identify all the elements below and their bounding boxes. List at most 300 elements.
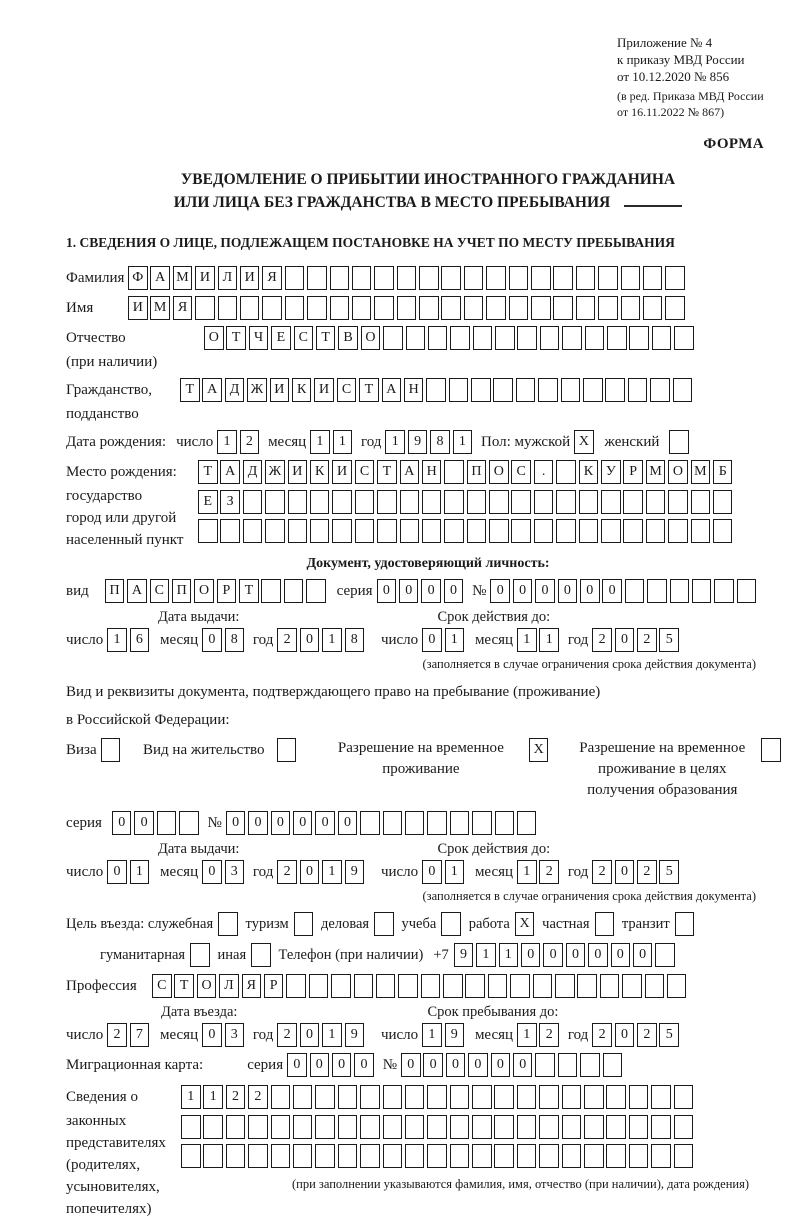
char-cell[interactable] xyxy=(517,326,537,350)
char-cell[interactable] xyxy=(517,1085,537,1109)
char-cell[interactable] xyxy=(376,974,396,998)
char-cell[interactable] xyxy=(315,1085,335,1109)
char-cell[interactable]: 5 xyxy=(659,628,679,652)
char-cell[interactable]: Р xyxy=(264,974,284,998)
char-cell[interactable]: К xyxy=(292,378,312,402)
char-cell[interactable]: У xyxy=(601,460,621,484)
char-cell[interactable] xyxy=(397,296,417,320)
char-cell[interactable] xyxy=(226,1115,246,1139)
char-cell[interactable]: С xyxy=(294,326,314,350)
char-cell[interactable]: С xyxy=(337,378,357,402)
char-cell[interactable]: 2 xyxy=(592,860,612,884)
char-cell[interactable]: 5 xyxy=(659,860,679,884)
char-cell[interactable]: 1 xyxy=(322,1023,342,1047)
char-cell[interactable] xyxy=(286,974,306,998)
char-cell[interactable]: 1 xyxy=(217,430,237,454)
char-cell[interactable] xyxy=(406,326,426,350)
char-cell[interactable] xyxy=(595,912,615,936)
char-cell[interactable] xyxy=(294,912,314,936)
char-cell[interactable] xyxy=(674,326,694,350)
char-cell[interactable]: 9 xyxy=(445,1023,465,1047)
char-cell[interactable] xyxy=(338,1144,358,1168)
char-cell[interactable] xyxy=(310,490,330,514)
char-cell[interactable]: 2 xyxy=(637,1023,657,1047)
char-cell[interactable]: И xyxy=(288,460,308,484)
char-cell[interactable] xyxy=(556,519,576,543)
char-cell[interactable] xyxy=(293,1085,313,1109)
char-cell[interactable]: 0 xyxy=(399,579,419,603)
char-cell[interactable] xyxy=(674,1144,694,1168)
char-cell[interactable] xyxy=(511,519,531,543)
char-cell[interactable] xyxy=(489,519,509,543)
char-cell[interactable]: 0 xyxy=(300,628,320,652)
char-cell[interactable] xyxy=(422,490,442,514)
char-cell[interactable]: В xyxy=(338,326,358,350)
char-cell[interactable] xyxy=(262,296,282,320)
char-cell[interactable]: Ф xyxy=(128,266,148,290)
char-cell[interactable] xyxy=(360,1115,380,1139)
char-cell[interactable] xyxy=(288,519,308,543)
char-cell[interactable]: 0 xyxy=(271,811,291,835)
char-cell[interactable]: 7 xyxy=(130,1023,150,1047)
char-cell[interactable] xyxy=(464,296,484,320)
char-cell[interactable] xyxy=(472,1115,492,1139)
char-cell[interactable] xyxy=(531,296,551,320)
char-cell[interactable] xyxy=(584,1085,604,1109)
char-cell[interactable] xyxy=(377,519,397,543)
char-cell[interactable]: Т xyxy=(226,326,246,350)
char-cell[interactable] xyxy=(562,1085,582,1109)
char-cell[interactable] xyxy=(531,266,551,290)
char-cell[interactable] xyxy=(714,579,734,603)
char-cell[interactable]: С xyxy=(152,974,172,998)
char-cell[interactable]: 9 xyxy=(345,860,365,884)
char-cell[interactable] xyxy=(538,378,558,402)
char-cell[interactable]: Б xyxy=(713,460,733,484)
char-cell[interactable]: 0 xyxy=(226,811,246,835)
char-cell[interactable] xyxy=(562,1144,582,1168)
char-cell[interactable] xyxy=(383,1144,403,1168)
char-cell[interactable]: Р xyxy=(217,579,237,603)
char-cell[interactable]: П xyxy=(172,579,192,603)
char-cell[interactable]: 0 xyxy=(248,811,268,835)
char-cell[interactable] xyxy=(450,326,470,350)
char-cell[interactable]: 0 xyxy=(615,1023,635,1047)
char-cell[interactable]: Н xyxy=(404,378,424,402)
char-cell[interactable] xyxy=(198,519,218,543)
char-cell[interactable]: 0 xyxy=(558,579,578,603)
char-cell[interactable] xyxy=(471,378,491,402)
char-cell[interactable] xyxy=(651,1085,671,1109)
char-cell[interactable] xyxy=(674,1115,694,1139)
char-cell[interactable] xyxy=(467,490,487,514)
char-cell[interactable] xyxy=(606,1085,626,1109)
char-cell[interactable]: 1 xyxy=(322,860,342,884)
char-cell[interactable] xyxy=(668,519,688,543)
char-cell[interactable] xyxy=(444,519,464,543)
char-cell[interactable]: М xyxy=(646,460,666,484)
char-cell[interactable] xyxy=(428,326,448,350)
char-cell[interactable] xyxy=(651,1115,671,1139)
char-cell[interactable] xyxy=(383,811,403,835)
char-cell[interactable] xyxy=(179,811,199,835)
char-cell[interactable]: 1 xyxy=(517,1023,537,1047)
char-cell[interactable] xyxy=(509,266,529,290)
char-cell[interactable] xyxy=(584,1115,604,1139)
char-cell[interactable] xyxy=(510,974,530,998)
char-cell[interactable]: 3 xyxy=(225,1023,245,1047)
char-cell[interactable] xyxy=(579,490,599,514)
char-cell[interactable]: X xyxy=(574,430,594,454)
char-cell[interactable] xyxy=(665,296,685,320)
char-cell[interactable] xyxy=(600,974,620,998)
char-cell[interactable] xyxy=(511,490,531,514)
char-cell[interactable]: 1 xyxy=(453,430,473,454)
char-cell[interactable] xyxy=(427,811,447,835)
char-cell[interactable] xyxy=(330,296,350,320)
char-cell[interactable] xyxy=(284,579,304,603)
char-cell[interactable] xyxy=(655,943,675,967)
char-cell[interactable] xyxy=(555,974,575,998)
char-cell[interactable]: Р xyxy=(623,460,643,484)
char-cell[interactable]: 1 xyxy=(181,1085,201,1109)
char-cell[interactable]: 2 xyxy=(592,1023,612,1047)
char-cell[interactable]: 0 xyxy=(444,579,464,603)
char-cell[interactable]: Я xyxy=(262,266,282,290)
char-cell[interactable]: 0 xyxy=(446,1053,466,1077)
char-cell[interactable] xyxy=(667,974,687,998)
char-cell[interactable] xyxy=(670,579,690,603)
char-cell[interactable] xyxy=(535,1053,555,1077)
char-cell[interactable] xyxy=(248,1115,268,1139)
char-cell[interactable] xyxy=(293,1115,313,1139)
char-cell[interactable] xyxy=(713,490,733,514)
char-cell[interactable] xyxy=(271,1144,291,1168)
char-cell[interactable] xyxy=(220,519,240,543)
char-cell[interactable] xyxy=(226,1144,246,1168)
char-cell[interactable] xyxy=(265,519,285,543)
char-cell[interactable] xyxy=(450,811,470,835)
char-cell[interactable]: 1 xyxy=(130,860,150,884)
char-cell[interactable] xyxy=(606,1144,626,1168)
char-cell[interactable] xyxy=(517,1144,537,1168)
char-cell[interactable]: 0 xyxy=(611,943,631,967)
char-cell[interactable]: 0 xyxy=(521,943,541,967)
char-cell[interactable]: 0 xyxy=(513,579,533,603)
char-cell[interactable] xyxy=(629,1085,649,1109)
char-cell[interactable] xyxy=(629,1144,649,1168)
char-cell[interactable] xyxy=(240,296,260,320)
char-cell[interactable] xyxy=(713,519,733,543)
char-cell[interactable] xyxy=(651,1144,671,1168)
char-cell[interactable] xyxy=(441,266,461,290)
char-cell[interactable] xyxy=(650,378,670,402)
char-cell[interactable] xyxy=(261,579,281,603)
char-cell[interactable]: 1 xyxy=(333,430,353,454)
char-cell[interactable] xyxy=(450,1144,470,1168)
char-cell[interactable] xyxy=(315,1144,335,1168)
char-cell[interactable]: 1 xyxy=(517,628,537,652)
char-cell[interactable] xyxy=(444,460,464,484)
char-cell[interactable] xyxy=(607,326,627,350)
char-cell[interactable] xyxy=(397,266,417,290)
char-cell[interactable]: 0 xyxy=(112,811,132,835)
char-cell[interactable] xyxy=(601,519,621,543)
char-cell[interactable] xyxy=(669,430,689,454)
char-cell[interactable] xyxy=(248,1144,268,1168)
char-cell[interactable] xyxy=(665,266,685,290)
char-cell[interactable] xyxy=(562,1115,582,1139)
char-cell[interactable]: 5 xyxy=(659,1023,679,1047)
char-cell[interactable]: А xyxy=(150,266,170,290)
char-cell[interactable]: 0 xyxy=(468,1053,488,1077)
char-cell[interactable] xyxy=(383,326,403,350)
char-cell[interactable] xyxy=(271,1085,291,1109)
char-cell[interactable] xyxy=(621,266,641,290)
char-cell[interactable] xyxy=(494,1144,514,1168)
char-cell[interactable] xyxy=(288,490,308,514)
char-cell[interactable] xyxy=(539,1144,559,1168)
char-cell[interactable]: М xyxy=(150,296,170,320)
char-cell[interactable] xyxy=(539,1085,559,1109)
char-cell[interactable]: 6 xyxy=(130,628,150,652)
char-cell[interactable] xyxy=(157,811,177,835)
char-cell[interactable] xyxy=(493,378,513,402)
char-cell[interactable] xyxy=(190,943,210,967)
char-cell[interactable] xyxy=(534,519,554,543)
char-cell[interactable] xyxy=(243,490,263,514)
char-cell[interactable]: 0 xyxy=(315,811,335,835)
char-cell[interactable] xyxy=(332,519,352,543)
char-cell[interactable]: 0 xyxy=(422,860,442,884)
char-cell[interactable]: 0 xyxy=(491,1053,511,1077)
char-cell[interactable] xyxy=(307,296,327,320)
char-cell[interactable] xyxy=(354,974,374,998)
char-cell[interactable]: П xyxy=(105,579,125,603)
char-cell[interactable]: А xyxy=(400,460,420,484)
char-cell[interactable]: З xyxy=(220,490,240,514)
char-cell[interactable] xyxy=(516,378,536,402)
char-cell[interactable] xyxy=(405,811,425,835)
char-cell[interactable]: 1 xyxy=(203,1085,223,1109)
char-cell[interactable] xyxy=(517,811,537,835)
char-cell[interactable] xyxy=(203,1115,223,1139)
char-cell[interactable]: Л xyxy=(218,266,238,290)
char-cell[interactable] xyxy=(494,1115,514,1139)
char-cell[interactable] xyxy=(646,519,666,543)
char-cell[interactable] xyxy=(101,738,121,762)
char-cell[interactable] xyxy=(606,1115,626,1139)
char-cell[interactable]: 1 xyxy=(539,628,559,652)
char-cell[interactable]: 0 xyxy=(535,579,555,603)
char-cell[interactable]: И xyxy=(240,266,260,290)
char-cell[interactable] xyxy=(625,579,645,603)
char-cell[interactable] xyxy=(360,1144,380,1168)
char-cell[interactable] xyxy=(562,326,582,350)
char-cell[interactable] xyxy=(472,1144,492,1168)
char-cell[interactable] xyxy=(332,490,352,514)
char-cell[interactable]: 0 xyxy=(134,811,154,835)
char-cell[interactable] xyxy=(310,519,330,543)
char-cell[interactable]: О xyxy=(361,326,381,350)
char-cell[interactable]: 1 xyxy=(499,943,519,967)
char-cell[interactable]: 2 xyxy=(637,860,657,884)
char-cell[interactable]: 2 xyxy=(248,1085,268,1109)
char-cell[interactable]: С xyxy=(150,579,170,603)
char-cell[interactable] xyxy=(540,326,560,350)
char-cell[interactable]: А xyxy=(220,460,240,484)
char-cell[interactable]: 0 xyxy=(202,1023,222,1047)
char-cell[interactable] xyxy=(352,296,372,320)
char-cell[interactable] xyxy=(355,490,375,514)
char-cell[interactable] xyxy=(383,1115,403,1139)
char-cell[interactable] xyxy=(400,519,420,543)
char-cell[interactable] xyxy=(360,1085,380,1109)
char-cell[interactable]: 8 xyxy=(345,628,365,652)
char-cell[interactable] xyxy=(598,296,618,320)
char-cell[interactable]: 9 xyxy=(345,1023,365,1047)
char-cell[interactable] xyxy=(441,296,461,320)
char-cell[interactable] xyxy=(674,1085,694,1109)
char-cell[interactable]: 1 xyxy=(422,1023,442,1047)
char-cell[interactable] xyxy=(419,296,439,320)
char-cell[interactable]: А xyxy=(127,579,147,603)
char-cell[interactable] xyxy=(556,490,576,514)
char-cell[interactable] xyxy=(374,296,394,320)
char-cell[interactable] xyxy=(643,266,663,290)
char-cell[interactable] xyxy=(486,296,506,320)
char-cell[interactable]: 0 xyxy=(513,1053,533,1077)
char-cell[interactable]: Т xyxy=(359,378,379,402)
char-cell[interactable] xyxy=(486,266,506,290)
char-cell[interactable]: X xyxy=(529,738,549,762)
char-cell[interactable] xyxy=(293,1144,313,1168)
char-cell[interactable]: 2 xyxy=(277,628,297,652)
char-cell[interactable]: А xyxy=(382,378,402,402)
char-cell[interactable]: 0 xyxy=(338,811,358,835)
char-cell[interactable]: Я xyxy=(242,974,262,998)
char-cell[interactable] xyxy=(285,266,305,290)
char-cell[interactable]: . xyxy=(534,460,554,484)
char-cell[interactable]: О xyxy=(489,460,509,484)
char-cell[interactable] xyxy=(405,1085,425,1109)
char-cell[interactable] xyxy=(251,943,271,967)
char-cell[interactable]: И xyxy=(332,460,352,484)
char-cell[interactable]: 2 xyxy=(277,1023,297,1047)
char-cell[interactable]: 2 xyxy=(637,628,657,652)
char-cell[interactable]: 9 xyxy=(454,943,474,967)
char-cell[interactable] xyxy=(692,579,712,603)
char-cell[interactable] xyxy=(558,1053,578,1077)
char-cell[interactable]: 0 xyxy=(107,860,127,884)
char-cell[interactable] xyxy=(761,738,781,762)
char-cell[interactable] xyxy=(621,296,641,320)
char-cell[interactable]: 0 xyxy=(401,1053,421,1077)
char-cell[interactable]: Д xyxy=(225,378,245,402)
char-cell[interactable]: И xyxy=(314,378,334,402)
char-cell[interactable]: 0 xyxy=(332,1053,352,1077)
char-cell[interactable]: 0 xyxy=(633,943,653,967)
char-cell[interactable]: 1 xyxy=(322,628,342,652)
char-cell[interactable]: 0 xyxy=(202,628,222,652)
char-cell[interactable] xyxy=(539,1115,559,1139)
char-cell[interactable] xyxy=(427,1085,447,1109)
char-cell[interactable]: Д xyxy=(243,460,263,484)
char-cell[interactable] xyxy=(605,378,625,402)
char-cell[interactable] xyxy=(331,974,351,998)
char-cell[interactable] xyxy=(622,974,642,998)
char-cell[interactable] xyxy=(309,974,329,998)
char-cell[interactable] xyxy=(422,519,442,543)
char-cell[interactable] xyxy=(585,326,605,350)
char-cell[interactable] xyxy=(338,1115,358,1139)
char-cell[interactable]: М xyxy=(173,266,193,290)
char-cell[interactable]: 1 xyxy=(476,943,496,967)
char-cell[interactable] xyxy=(645,974,665,998)
char-cell[interactable]: 1 xyxy=(310,430,330,454)
char-cell[interactable] xyxy=(576,266,596,290)
char-cell[interactable]: 0 xyxy=(300,860,320,884)
char-cell[interactable] xyxy=(450,1085,470,1109)
char-cell[interactable] xyxy=(443,974,463,998)
char-cell[interactable] xyxy=(553,266,573,290)
char-cell[interactable] xyxy=(646,490,666,514)
char-cell[interactable] xyxy=(464,266,484,290)
char-cell[interactable] xyxy=(374,912,394,936)
char-cell[interactable] xyxy=(488,974,508,998)
char-cell[interactable] xyxy=(426,378,446,402)
char-cell[interactable]: 1 xyxy=(445,628,465,652)
char-cell[interactable] xyxy=(450,1115,470,1139)
char-cell[interactable]: 2 xyxy=(539,1023,559,1047)
char-cell[interactable] xyxy=(421,974,441,998)
char-cell[interactable] xyxy=(583,378,603,402)
char-cell[interactable]: О xyxy=(194,579,214,603)
char-cell[interactable]: 0 xyxy=(580,579,600,603)
char-cell[interactable] xyxy=(427,1115,447,1139)
char-cell[interactable] xyxy=(561,378,581,402)
char-cell[interactable] xyxy=(473,326,493,350)
char-cell[interactable]: Т xyxy=(377,460,397,484)
char-cell[interactable] xyxy=(556,460,576,484)
char-cell[interactable] xyxy=(579,519,599,543)
char-cell[interactable]: О xyxy=(204,326,224,350)
char-cell[interactable]: П xyxy=(467,460,487,484)
char-cell[interactable]: Т xyxy=(198,460,218,484)
char-cell[interactable] xyxy=(495,326,515,350)
char-cell[interactable] xyxy=(629,1115,649,1139)
char-cell[interactable] xyxy=(691,490,711,514)
char-cell[interactable]: 0 xyxy=(543,943,563,967)
char-cell[interactable] xyxy=(737,579,757,603)
char-cell[interactable]: 0 xyxy=(423,1053,443,1077)
char-cell[interactable]: 0 xyxy=(293,811,313,835)
char-cell[interactable]: Ж xyxy=(247,378,267,402)
char-cell[interactable]: Т xyxy=(180,378,200,402)
char-cell[interactable] xyxy=(489,490,509,514)
char-cell[interactable]: И xyxy=(128,296,148,320)
char-cell[interactable] xyxy=(405,1144,425,1168)
char-cell[interactable] xyxy=(352,266,372,290)
char-cell[interactable] xyxy=(271,1115,291,1139)
char-cell[interactable]: Т xyxy=(239,579,259,603)
char-cell[interactable]: 0 xyxy=(354,1053,374,1077)
char-cell[interactable] xyxy=(580,1053,600,1077)
char-cell[interactable]: Н xyxy=(422,460,442,484)
char-cell[interactable] xyxy=(405,1115,425,1139)
char-cell[interactable]: Я xyxy=(173,296,193,320)
char-cell[interactable]: 0 xyxy=(421,579,441,603)
